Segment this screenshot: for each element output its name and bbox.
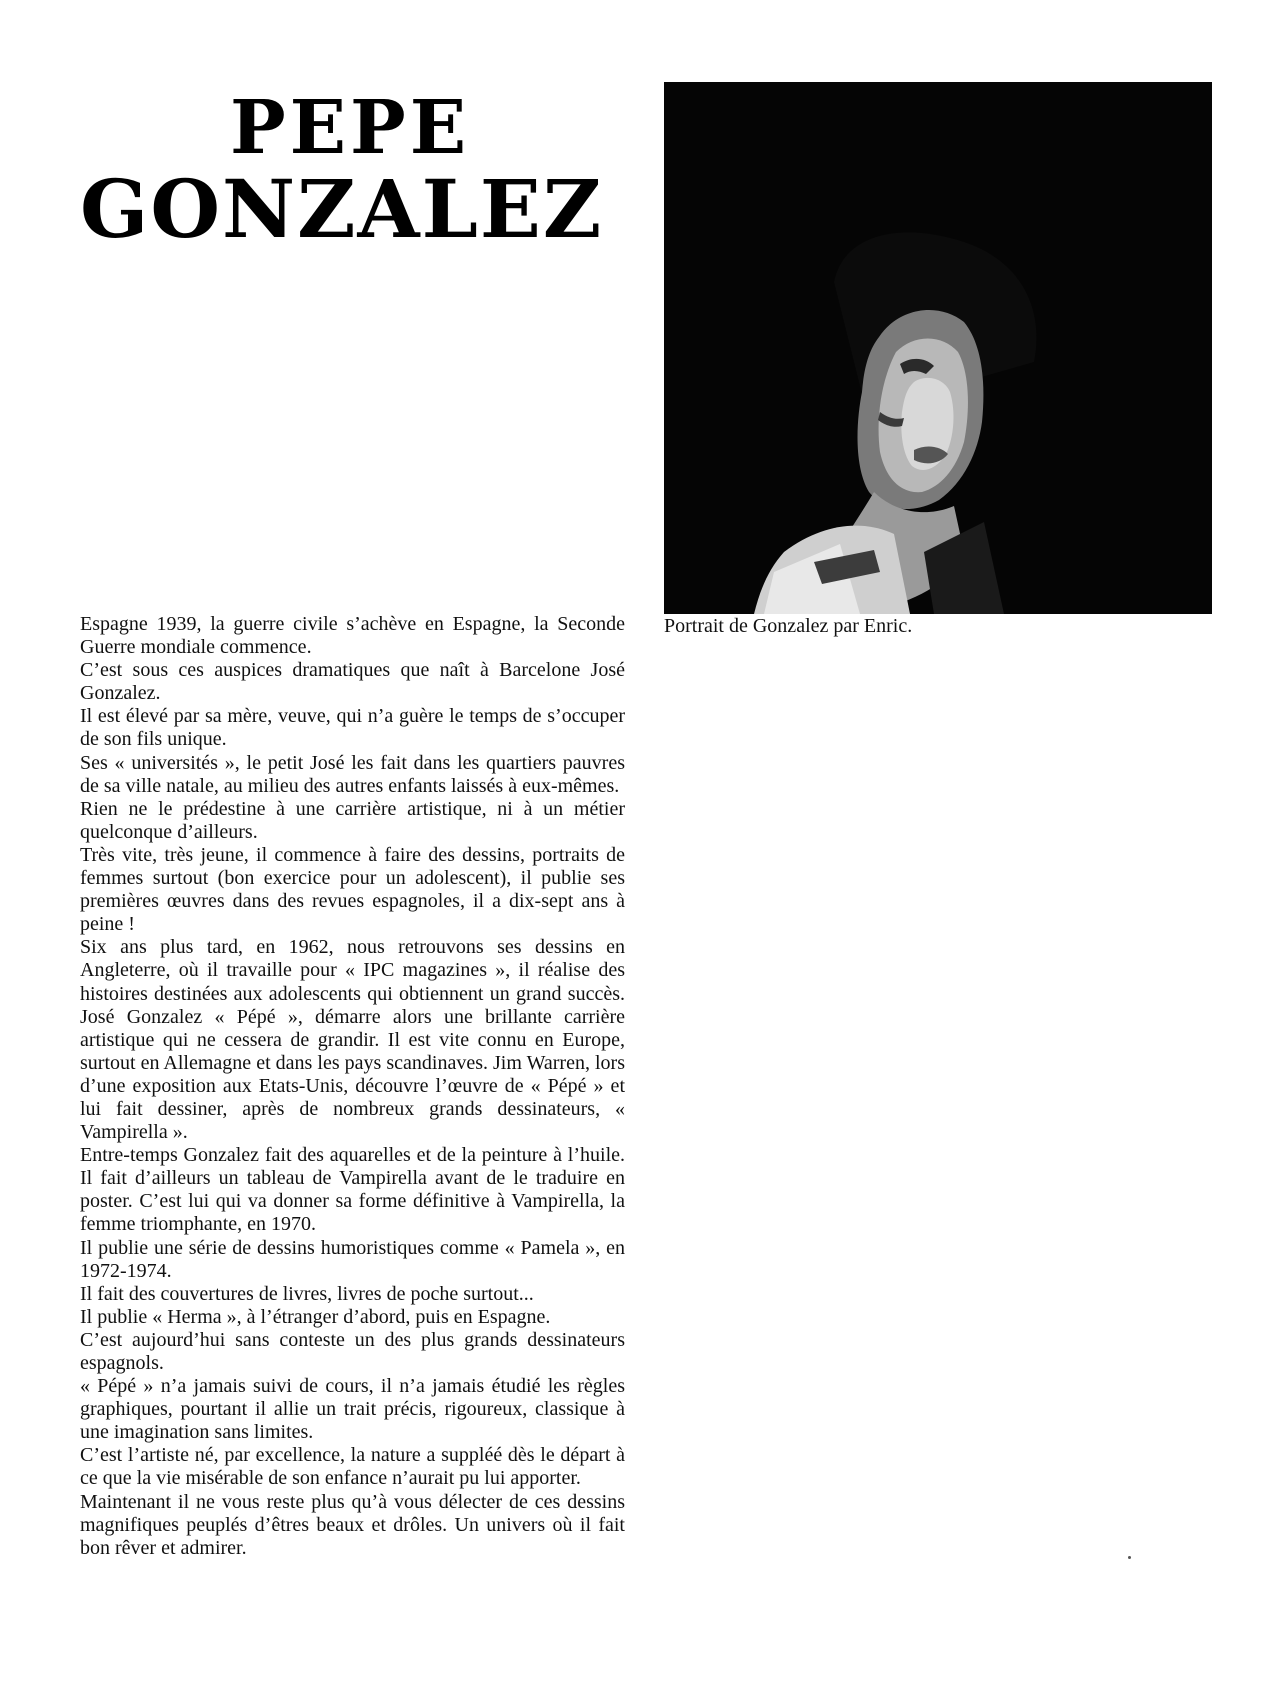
paragraph: Très vite, très jeune, il commence à faire des dessins, portraits de femmes surtout (bon exercice pour un adolescent), il publie ses premières œuvres dans des revues espagnoles, il a dix-sept ans à peine ! bbox=[80, 843, 625, 936]
paragraph: Il publie une série de dessins humoristiques comme « Pamela », en 1972-1974. bbox=[80, 1236, 625, 1282]
paragraph: Espagne 1939, la guerre civile s’achève en Espagne, la Seconde Guerre mondiale commence. bbox=[80, 613, 625, 659]
paragraph: Il est élevé par sa mère, veuve, qui n’a guère le temps de s’occuper de son fils unique. bbox=[80, 705, 625, 751]
title-first-name: PEPE bbox=[230, 85, 471, 172]
title-last-name: GONZALEZ bbox=[80, 162, 604, 257]
paragraph: C’est sous ces auspices dramatiques que naît à Barcelone José Gonzalez. bbox=[80, 659, 625, 705]
paragraph: C’est l’artiste né, par excellence, la nature a suppléé dès le départ à ce que la vie misérable de son enfance n’aurait pu lui apporter. bbox=[80, 1444, 625, 1490]
paragraph: Entre-temps Gonzalez fait des aquarelles et de la peinture à l’huile. Il fait d’ailleurs un tableau de Vampirella avant de le traduire en poster. C’est lui qui va donner sa forme définitive à Vampirella, la femme triomphante, en 1970. bbox=[80, 1144, 625, 1236]
paragraph: Ses « universités », le petit José les fait dans les quartiers pauvres de sa ville natale, au milieu des autres enfants laissés à eux-mêmes. bbox=[80, 751, 625, 797]
paragraph: Maintenant il ne vous reste plus qu’à vous délecter de ces dessins magnifiques peuplés d’êtres beaux et drôles. Un univers où il fait bon rêver et admirer. bbox=[80, 1490, 625, 1559]
biography-text bbox=[80, 613, 625, 1560]
print-speck bbox=[1128, 1556, 1131, 1559]
page-title bbox=[80, 85, 640, 257]
portrait-caption: Portrait de Gonzalez par Enric. bbox=[664, 615, 913, 637]
portrait-photo bbox=[664, 82, 1212, 614]
paragraph: Rien ne le prédestine à une carrière artistique, ni à un métier quelconque d’ailleurs. bbox=[80, 797, 625, 843]
paragraph: Il fait des couvertures de livres, livres de poche surtout... bbox=[80, 1282, 534, 1305]
paragraph: Il publie « Herma », à l’étranger d’abord, puis en Espagne. bbox=[80, 1305, 551, 1328]
paragraph: Six ans plus tard, en 1962, nous retrouvons ses dessins en Angleterre, où il travaille pour « IPC magazines », il réalise des histoires destinées aux adolescents qui obtiennent un grand succès. José Gonzalez « Pépé », démarre alors une brillante carrière artistique qui ne cessera de grandir. Il est vite connu en Europe, surtout en Allemagne et dans les pays scandinaves. Jim Warren, lors d’une exposition aux Etats-Unis, découvre l’œuvre de « Pépé » et lui fait dessiner, après de nombreux grands dessinateurs, « Vampirella ». bbox=[80, 936, 625, 1144]
paragraph: « Pépé » n’a jamais suivi de cours, il n’a jamais étudié les règles graphiques, pourtant il allie un trait précis, rigoureux, classique à une imagination sans limites. bbox=[80, 1375, 625, 1444]
portrait-illustration bbox=[664, 82, 1212, 614]
paragraph: C’est aujourd’hui sans conteste un des plus grands dessinateurs espagnols. bbox=[80, 1328, 625, 1374]
